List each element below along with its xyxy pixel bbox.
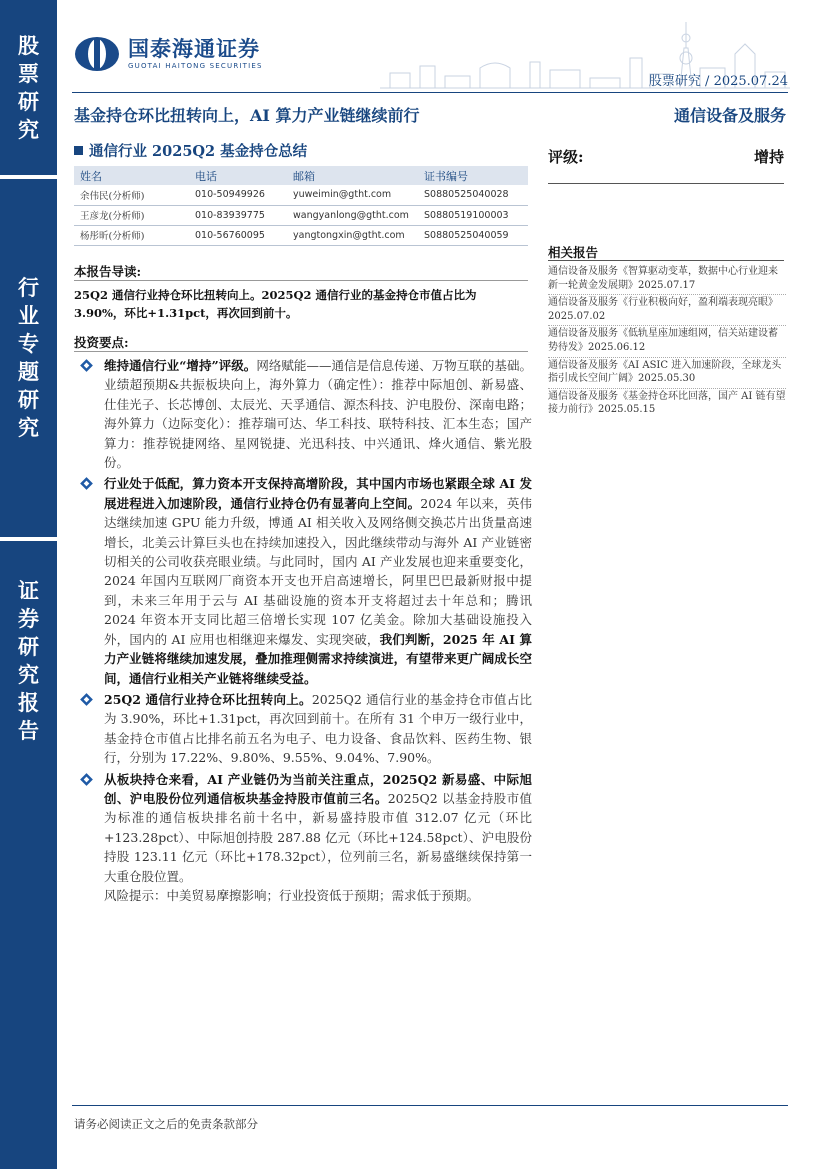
investment-points xyxy=(74,356,532,905)
diamond-bullet-icon xyxy=(80,773,93,786)
rating-label: 评级: xyxy=(548,148,584,166)
analyst-cert: S0880525040028 xyxy=(418,185,528,205)
analyst-table xyxy=(74,166,528,246)
sidebar-block-securities-report: 证 券 研 究 报 告 xyxy=(0,541,57,781)
sidebar-block-industry-topic: 行 业 专 题 研 究 xyxy=(0,179,57,537)
list-item xyxy=(74,690,532,768)
report-type-date: 股票研究 / 2025.07.24 xyxy=(648,74,788,89)
related-report-link[interactable]: 通信设备及服务《行业积极向好，盈利端表现亮眼》2025.07.02 xyxy=(548,295,786,326)
point-text: 2025Q2 通信行业的基金持仓市值占比为 3.90%，环比+1.31pct，再次回到前十。在所有 31 个申万一级行业中，基金持仓市值占比排名前五名为电子、电力设备、食品饮料、医药生物、银行，分别为 17.22%、9.80%、9.55%、9.04%、7.90%。 xyxy=(104,691,532,766)
analyst-email[interactable]: yuweimin@gtht.com xyxy=(287,185,418,205)
point-highlight-conclusion: 我们判断，2025 年 AI 算力产业链将继续加速发展，叠加推理侧需求持续演进，有望带来更广阔成长空间，通信行业相关产业链将继续受益。 xyxy=(104,631,532,686)
logo-chinese-name: 国泰海通证券 xyxy=(128,37,260,61)
point-highlight: 25Q2 通信行业持仓环比扭转向上。 xyxy=(104,691,312,707)
risk-warning: 风险提示：中美贸易摩擦影响；行业投资低于预期；需求低于预期。 xyxy=(104,887,480,903)
guide-divider xyxy=(74,280,528,281)
industry-name: 通信设备及服务 xyxy=(673,106,786,125)
table-row xyxy=(74,225,528,245)
table-row xyxy=(74,185,528,205)
header-divider xyxy=(72,92,788,93)
guide-heading: 本报告导读: xyxy=(74,264,142,279)
analyst-email[interactable]: yangtongxin@gtht.com xyxy=(287,225,418,245)
points-divider xyxy=(74,351,528,352)
footer-divider xyxy=(72,1105,788,1106)
report-subtitle xyxy=(74,140,307,161)
disclaimer-note: 请务必阅读正文之后的免责条款部分 xyxy=(74,1117,258,1131)
related-report-link[interactable]: 通信设备及服务《智算驱动变革，数据中心行业迎来新一轮黄金发展期》2025.07.17 xyxy=(548,264,786,295)
points-heading: 投资要点: xyxy=(74,335,129,350)
table-row xyxy=(74,205,528,225)
table-header-row xyxy=(74,166,528,185)
related-divider xyxy=(548,260,784,261)
point-text: 网络赋能——通信是信息传递、万物互联的基础。业绩超预期&共振板块向上，海外算力（确定性）：推荐中际旭创、新易盛、仕佳光子、长芯博创、太辰光、天孚通信、源杰科技、沪电股份、深南电路；海外算力（边际变化）：推荐瑞可达、华工科技、联特科技、汇本生态；国产算力：推荐锐捷网络、星网锐捷、光迅科技、中兴通讯、烽火通信、紫光股份。 xyxy=(104,358,532,471)
report-subtitle-text: 通信行业 2025Q2 基金持仓总结 xyxy=(89,143,308,160)
list-item xyxy=(74,474,532,687)
point-text: 2025Q2 以基金持股市值为标准的通信板块排名前十名中，新易盛持股市值 312.07 亿元（环比+123.28pct）、中际旭创持股 287.88 亿元（环比+124.58pct）、沪电股份持股 123.11 亿元（环比+178.32pct），位列前三名，新易盛继续保持第一大重仓股位置。 xyxy=(104,790,532,884)
analyst-phone: 010-56760095 xyxy=(189,225,287,245)
related-report-link[interactable]: 通信设备及服务《低轨星座加速组网，信关站建设蓄势待发》2025.06.12 xyxy=(548,326,786,357)
guide-body: 25Q2 通信行业持仓环比扭转向上。2025Q2 通信行业的基金持仓市值占比为 3.90%，环比+1.31pct，再次回到前十。 xyxy=(74,288,477,320)
rating-value: 增持 xyxy=(753,148,784,166)
point-highlight: 行业处于低配，算力资本开支保持高增阶段，其中国内市场也紧跟全球 AI 发展进程进入加速阶段，通信行业持仓仍有显著向上空间。 xyxy=(104,476,532,511)
analyst-phone: 010-50949926 xyxy=(189,185,287,205)
analyst-phone: 010-83939775 xyxy=(189,205,287,225)
logo-mark-icon xyxy=(74,36,120,72)
diamond-bullet-icon xyxy=(80,477,93,490)
table-header: 证书编号 xyxy=(418,166,528,185)
table-header: 邮箱 xyxy=(287,166,418,185)
analyst-email[interactable]: wangyanlong@gtht.com xyxy=(287,205,418,225)
table-header: 姓名 xyxy=(74,166,189,185)
square-bullet-icon xyxy=(74,146,83,155)
analyst-cert: S0880519100003 xyxy=(418,205,528,225)
sidebar-block-stock-research: 股 票 研 究 xyxy=(0,0,57,175)
analyst-name: 杨彤昕(分析师) xyxy=(74,225,189,245)
list-item xyxy=(74,356,532,472)
report-title: 基金持仓环比扭转向上，AI 算力产业链继续前行 xyxy=(74,106,420,125)
related-reports-list xyxy=(548,264,786,419)
diamond-bullet-icon xyxy=(80,359,93,372)
diamond-bullet-icon xyxy=(80,693,93,706)
analyst-cert: S0880525040059 xyxy=(418,225,528,245)
list-item xyxy=(74,770,532,886)
analyst-name: 余伟民(分析师) xyxy=(74,185,189,205)
company-logo xyxy=(74,36,263,72)
rating-divider xyxy=(548,183,784,184)
point-highlight: 维持通信行业“增持”评级。 xyxy=(104,358,257,373)
logo-english-name: GUOTAI HAITONG SECURITIES xyxy=(128,62,263,70)
point-text: 2024 年以来，英伟达继续加速 GPU 能力升级，博通 AI 相关收入及网络侧交换芯片出货量高速增长，北美云计算巨头也在持续加速投入，因此继续带动与海外 AI 产业链密切相关的公司收获亮眼业绩。与此同时，国内 AI 产业发展也迎来重要变化， 2024 年国内互联网厂商资本开支也开启高速增长，阿里巴巴最新财报中提到，未来三年用于云与 AI 基础设施的资本开支将超过去十年总和；腾讯 2024 年资本开支同比超三倍增长实现 107 亿美金。除加大基础设施投入外，国内的 AI 应用也相继迎来爆发、实现突破， xyxy=(104,495,532,647)
point-highlight: 从板块持仓来看，AI 产业链仍为当前关注重点，2025Q2 新易盛、中际旭创、沪电股份位列通信板块基金持股市值前三名。 xyxy=(104,771,532,806)
table-header: 电话 xyxy=(189,166,287,185)
related-report-link[interactable]: 通信设备及服务《基金持仓环比回落，国产 AI 链有望接力前行》2025.05.15 xyxy=(548,390,786,416)
related-reports-heading: 相关报告 xyxy=(548,245,599,260)
related-report-link[interactable]: 通信设备及服务《AI ASIC 进入加速阶段，全球龙头指引成长空间广阔》2025.05.30 xyxy=(548,358,786,389)
analyst-name: 王彦龙(分析师) xyxy=(74,205,189,225)
